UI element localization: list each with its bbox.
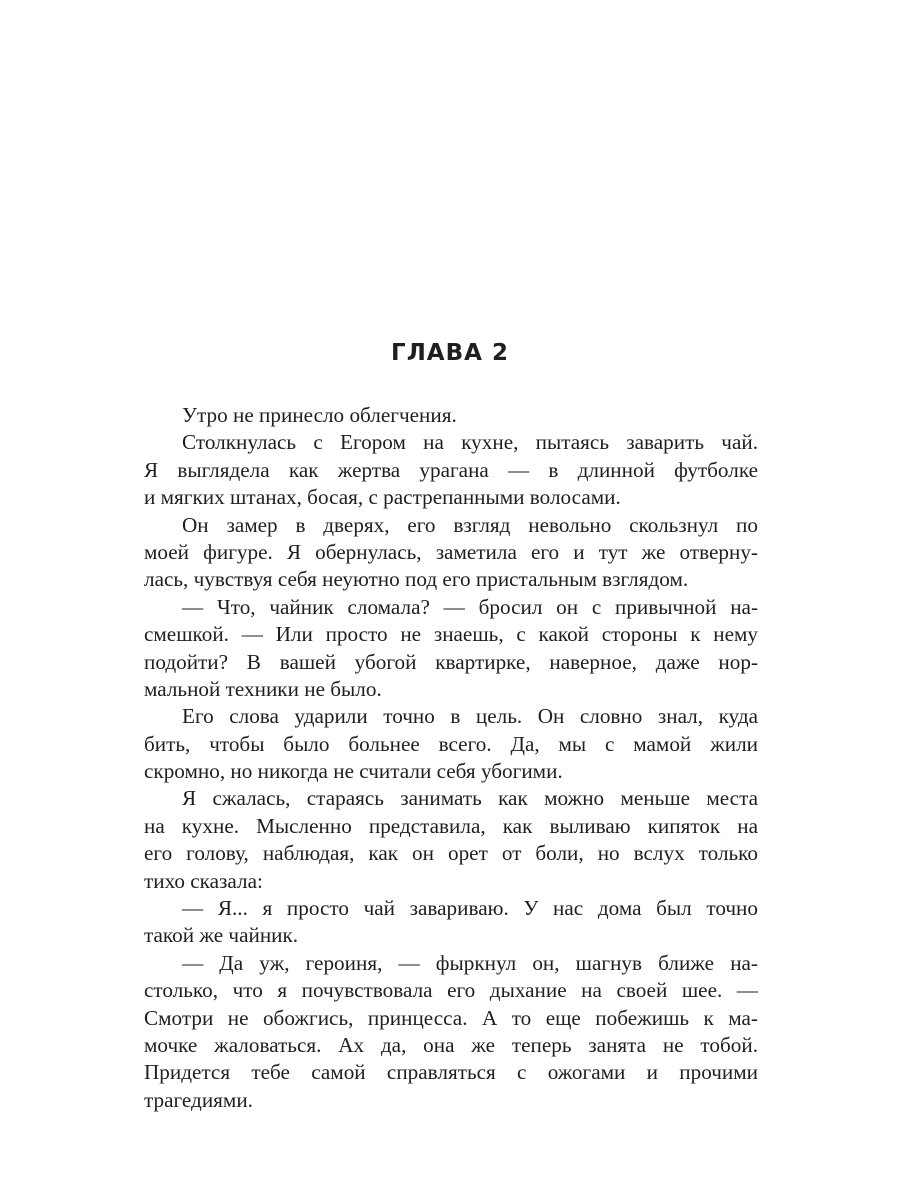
text-line: на кухне. Мысленно представила, как выливаю кипяток на [144,813,758,838]
text-line: трагедиями. [144,1087,253,1112]
text-line: Столкнулась с Егором на кухне, пытаясь заварить чай. [182,430,758,455]
text-line: мочке жаловаться. Ах да, она же теперь занята не тобой. [144,1032,758,1057]
text-line: скромно, но никогда не считали себя убогими. [144,759,563,784]
text-line: Он замер в дверях, его взгляд невольно скользнул по [182,512,758,537]
text-line: его голову, наблюдая, как он орет от боли, но вслух только [144,841,758,866]
text-line: лась, чувствуя себя неуютно под его пристальным взглядом. [144,567,689,592]
text-line: мальной техники не было. [144,676,382,701]
text-line: бить, чтобы было больнее всего. Да, мы с мамой жили [144,731,758,756]
text-line: — Что, чайник сломала? — бросил он с привычной на- [182,594,758,619]
text-line: Я сжалась, стараясь занимать как можно меньше места [182,786,758,811]
text-line: Я выглядела как жертва урагана — в длинной футболке [144,457,758,482]
text-line: Его слова ударили точно в цель. Он словно знал, куда [182,704,758,729]
text-line: Утро не принесло облегчения. [182,403,457,427]
text-line: смешкой. — Или просто не знаешь, с какой стороны к нему [144,622,758,647]
chapter-title: ГЛАВА 2 [391,340,509,366]
text-line: Придется тебе самой справляться с ожогами и прочими [144,1060,758,1085]
text-line: Смотри не обожгись, принцесса. А то еще побежишь к ма- [144,1005,758,1030]
text-line: тихо сказала: [144,868,263,893]
chapter-body [144,402,758,1114]
text-line: моей фигуре. Я обернулась, заметила его и тут же отверну- [144,539,758,564]
text-line: столько, что я почувствовала его дыхание на своей шее. — [144,978,758,1003]
text-line: и мягких штанах, босая, с растрепанными волосами. [144,485,621,510]
text-line: — Я... я просто чай завариваю. У нас дома был точно [182,896,758,921]
text-line: подойти? В вашей убогой квартирке, наверное, даже нор- [144,649,758,674]
text-line: такой же чайник. [144,923,299,948]
text-line: — Да уж, героиня, — фыркнул он, шагнув ближе на- [182,950,758,975]
